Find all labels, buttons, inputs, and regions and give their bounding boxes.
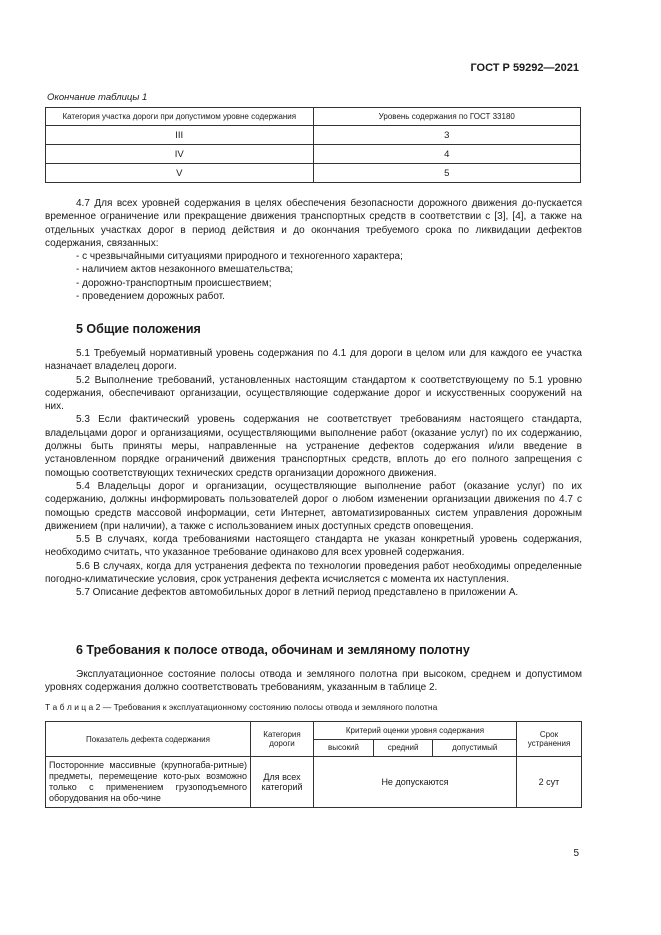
table1-header-row — [46, 108, 581, 126]
list-item: - проведением дорожных работ. — [76, 291, 225, 303]
section-5-body — [45, 347, 582, 600]
paragraph: 5.2 Выполнение требований, установленных настоящим стандартом к соответствующему по 5.1 уровню содержания, обеспечивают организации, осуществляющие содержание дорог и искусственных сооружений на них. — [45, 374, 582, 413]
paragraph-4-7 — [45, 197, 582, 303]
table-row — [46, 164, 581, 183]
table2 — [45, 721, 582, 808]
list — [45, 250, 582, 303]
table2-col-allow: допустимый — [433, 739, 517, 757]
table1-cell: IV — [46, 145, 314, 164]
table2-header-row — [46, 722, 582, 740]
table2-category-cell: Для всех категорий — [251, 757, 314, 808]
table2-col-criteria: Критерий оценки уровня содержания — [314, 722, 517, 740]
table2-col-high: высокий — [314, 739, 374, 757]
table2-col-mid: средний — [373, 739, 432, 757]
paragraph: 5.6 В случаях, когда для устранения дефекта по технологии проведения работ необходимы определенные погодно-климатические условия, срок устранения дефекта исчисляется с момента их наступления. — [45, 560, 582, 586]
list-item: - с чрезвычайными ситуациями природного и техногенного характера; — [76, 251, 403, 263]
paragraph: 5.4 Владельцы дорог и организации, осуществляющие выполнение работ (оказание услуг) по их содержанию, должны информировать пользователей дорог о любом изменении организации движения по 4.7 с помощью средств массовой информации, сети Интернет, автоматизированных систем управления дорожным движением (при наличии), а также с использованием иных доступных средств оповещения. — [45, 480, 582, 532]
paragraph: 5.7 Описание дефектов автомобильных дорог в летний период представлено в приложении А. — [76, 587, 519, 599]
table-row — [46, 145, 581, 164]
section-5-heading: 5 Общие положения — [76, 322, 201, 336]
table1-cell: 5 — [313, 164, 581, 183]
table-row — [46, 757, 582, 808]
table1 — [45, 107, 581, 183]
table1-cell: III — [46, 126, 314, 145]
table1-cell: V — [46, 164, 314, 183]
section-6-body — [45, 668, 582, 695]
paragraph: 4.7 Для всех уровней содержания в целях обеспечения безопасности дорожного движения до-пускается временное ограничение или прекращение движения транспортных средств в соответствии с [3], [4], а также на отдельных участках дорог в период действия и до окончания требуемого срока по ликвидации дефектов содержания, связанных: — [45, 198, 582, 249]
table2-defect-cell: Посторонние массивные (крупногаба-ритные) предметы, перемещение кото-рых возможно только с применением грузоподъемного оборудования на обо-чине — [46, 757, 251, 808]
table1-col-category: Категория участка дороги при допустимом уровне содержания — [46, 108, 314, 126]
table2-caption: Т а б л и ц а 2 — Требования к эксплуатационному состоянию полосы отвода и земляного полотна — [45, 702, 438, 712]
table-row — [46, 126, 581, 145]
list-item: - дорожно-транспортным происшествием; — [76, 277, 272, 289]
paragraph: Эксплуатационное состояние полосы отвода и земляного полотна при высоком, среднем и допустимом уровнях содержания должно соответствовать требованиям, указанным в таблице 2. — [45, 669, 582, 694]
section-6-heading: 6 Требования к полосе отвода, обочинам и земляному полотну — [76, 643, 470, 657]
table1-caption: Окончание таблицы 1 — [47, 92, 148, 103]
table2-criteria-cell: Не допускаются — [314, 757, 517, 808]
table1-col-level: Уровень содержания по ГОСТ 33180 — [313, 108, 581, 126]
paragraph: 5.1 Требуемый нормативный уровень содержания по 4.1 для дороги в целом или для каждого ее участка назначает владелец дороги. — [45, 348, 582, 373]
table1-cell: 4 — [313, 145, 581, 164]
table2-term-cell: 2 сут — [517, 757, 582, 808]
list-item: - наличием актов незаконного вмешательства; — [76, 264, 294, 276]
table2-col-defect: Показатель дефекта содержания — [46, 722, 251, 757]
table2-col-term: Срок устранения — [517, 722, 582, 757]
table2-col-category: Категория дороги — [251, 722, 314, 757]
document-code: ГОСТ Р 59292—2021 — [470, 62, 579, 74]
paragraph: 5.3 Если фактический уровень содержания не соответствует требованиям настоящего стандарта, владельцами дорог и организациями, осуществляющими выполнение работ (оказание услуг) по их содержанию, должны быть приняты меры, направленные на устранение дефектов содержания и/или введение в установленном порядке ограничений движения транспортных средств, вплоть до его полного запрещения с помощью соответствующих технических средств организации дорожного движения. — [45, 414, 582, 479]
paragraph: 5.5 В случаях, когда требованиями настоящего стандарта не указан конкретный уровень содержания, необходимо считать, что указанное требование одинаково для всех уровней содержания. — [45, 534, 582, 559]
page-number: 5 — [573, 848, 579, 859]
table1-cell: 3 — [313, 126, 581, 145]
